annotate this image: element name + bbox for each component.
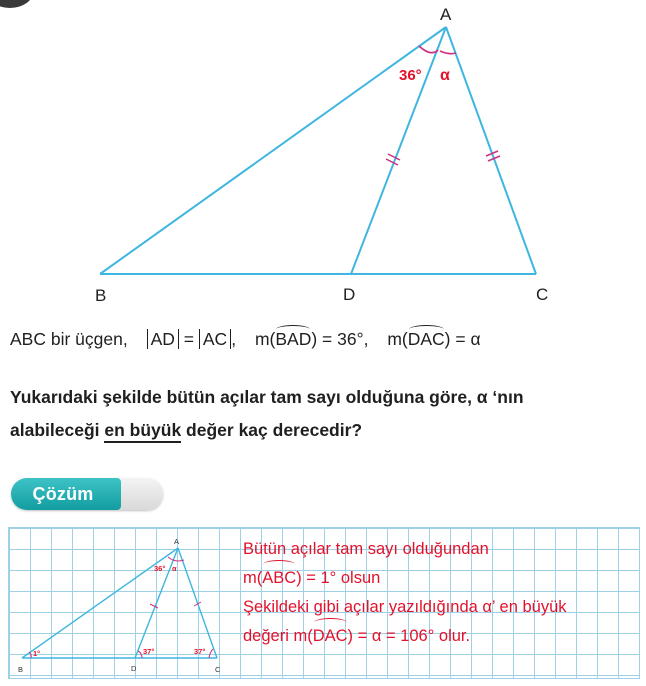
abs-ad	[147, 329, 179, 349]
vertex-label-a: A	[440, 5, 452, 24]
segment-ac-label: AC	[202, 329, 228, 349]
sol-vertex-b: B	[18, 665, 24, 674]
sol-angle-b: 1°	[33, 649, 41, 658]
side-ab	[100, 27, 446, 274]
sol-tick-ad	[150, 604, 158, 608]
main-triangle-figure	[0, 0, 646, 315]
question-line-1: Yukarıdaki şekilde bütün açılar tam sayı olduğuna göre, α ‘nın	[10, 387, 524, 407]
solution-arc-dac: DAC	[313, 622, 348, 651]
given-intro: ABC bir üçgen,	[10, 329, 128, 349]
solution-triangle-figure	[8, 527, 238, 677]
solution-text	[243, 535, 638, 651]
angle-label-dac: α	[440, 67, 450, 84]
vertex-label-c: C	[536, 285, 549, 304]
question-line-2	[10, 414, 640, 447]
abs-ac	[199, 329, 231, 349]
vertex-label-d: D	[343, 285, 356, 304]
sol-arc-adc	[138, 651, 142, 658]
equals-sign: =	[183, 329, 194, 349]
question-emphasis: en büyük	[104, 420, 181, 443]
solution-line-1: Bütün açılar tam sayı olduğundan	[243, 540, 489, 558]
m-bad-prefix: m(	[254, 329, 276, 349]
comma-separator: ,	[231, 329, 237, 349]
angle-arc-dac	[440, 51, 456, 54]
angle-arc-bad	[419, 46, 438, 53]
solution-line-4	[243, 622, 638, 651]
question-part-2: alabileceği	[10, 420, 105, 440]
sol-angle-dac: α	[172, 564, 177, 573]
solution-line-2	[243, 564, 638, 593]
m-dac-prefix: m(	[387, 329, 408, 349]
tick-ad-1	[388, 154, 400, 160]
question-text	[10, 381, 640, 447]
sol-vertex-c: C	[215, 665, 221, 674]
tick-ad-2	[386, 159, 398, 165]
solution-line-2-prefix: m(	[243, 569, 263, 587]
arc-dac: DAC	[407, 329, 445, 349]
segment-ad-label: AD	[150, 329, 175, 349]
m-bad-suffix: ) = 36°,	[311, 329, 369, 349]
sol-angle-c: 37°	[194, 647, 206, 656]
vertex-label-b: B	[95, 286, 107, 305]
question-part-3: değer kaç derecedir?	[181, 420, 363, 440]
sol-angle-adc: 37°	[143, 647, 155, 656]
solution-line-2-suffix: ) = 1° olsun	[296, 569, 381, 587]
segment-ad	[351, 27, 446, 274]
solution-tab-label: Çözüm	[32, 484, 94, 504]
solution-tab	[11, 478, 163, 510]
given-statement	[10, 329, 481, 350]
angle-label-bad: 36°	[399, 67, 422, 84]
sol-vertex-d: D	[131, 664, 137, 673]
sol-vertex-a: A	[174, 537, 180, 546]
sol-side-ac	[178, 548, 217, 658]
sol-arc-c	[209, 649, 213, 658]
sol-angle-bad: 36°	[154, 564, 166, 573]
solution-line-4-prefix: değeri m(	[243, 627, 313, 645]
m-dac-suffix: ) = α	[444, 329, 481, 349]
arc-bad: BAD	[275, 329, 312, 349]
solution-arc-abc: ABC	[262, 564, 296, 593]
side-ac	[446, 27, 536, 274]
solution-line-3: Şekildeki gibi açılar yazıldığında α’ en büyük	[243, 598, 567, 616]
solution-line-4-suffix: ) = α = 106° olur.	[347, 627, 471, 645]
